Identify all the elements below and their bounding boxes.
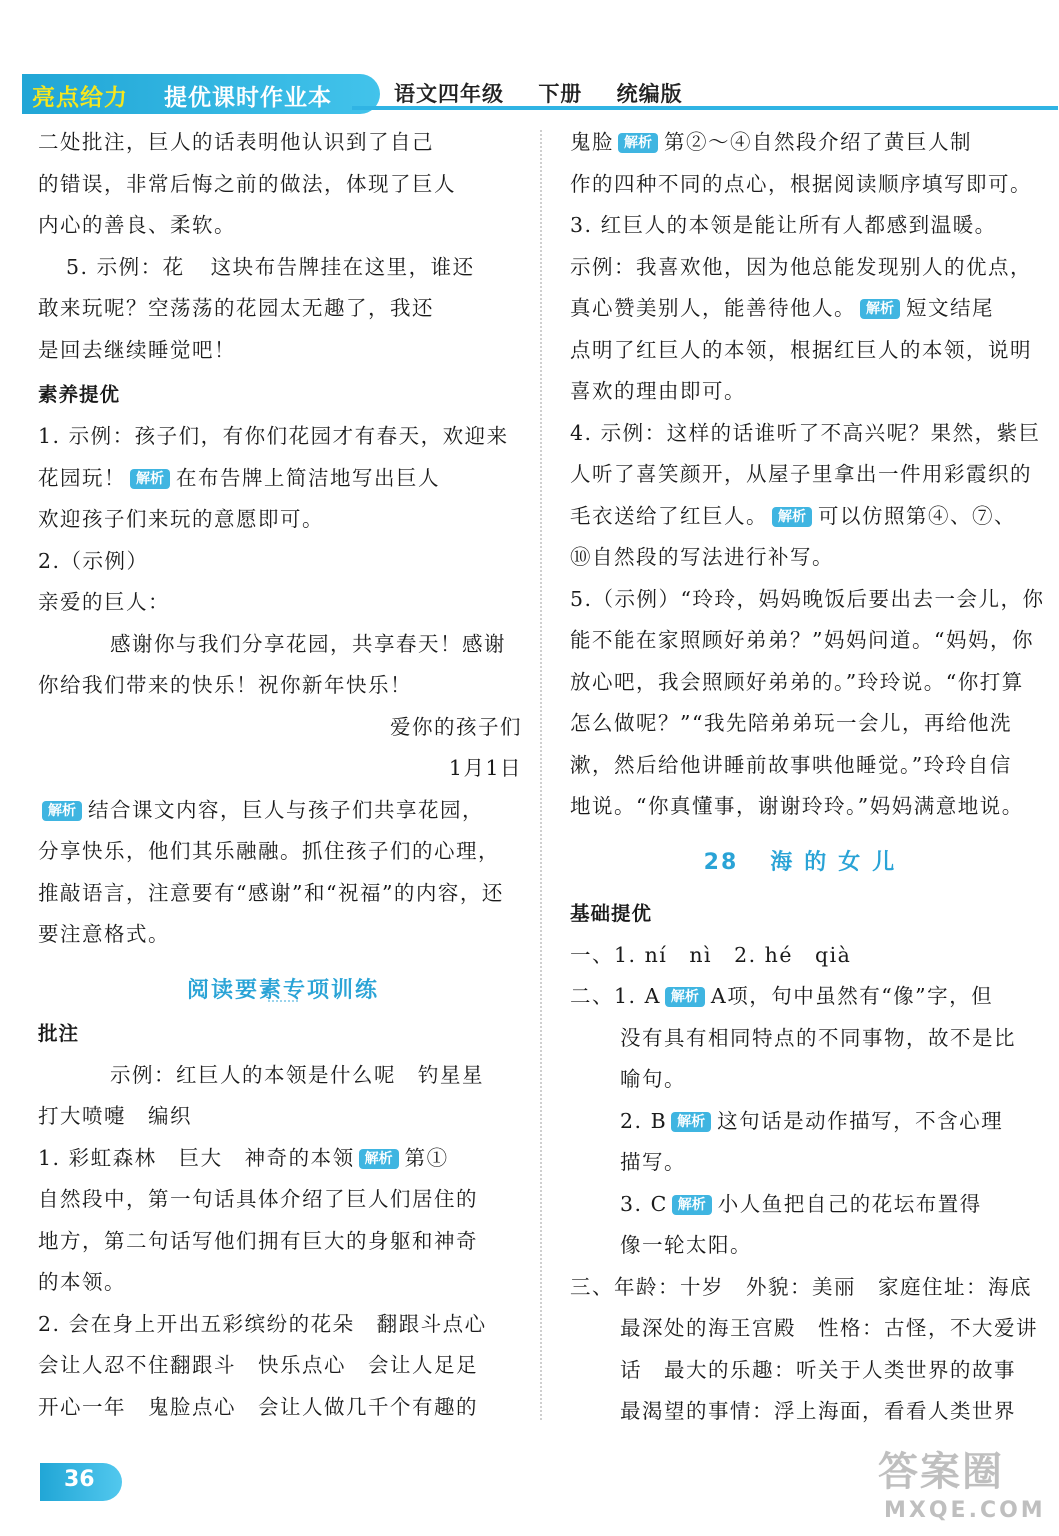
text-line: 作的四种不同的点心，根据阅读顺序填写即可。 bbox=[570, 171, 1032, 196]
answer-text: 1. 彩虹森林 巨大 神奇的本领 bbox=[38, 1145, 355, 1170]
text-line: 话 最大的乐趣：听关于人类世界的故事 bbox=[620, 1357, 1016, 1382]
answer-item bbox=[570, 496, 1040, 538]
letter-greeting: 亲爱的巨人： bbox=[38, 590, 170, 614]
text-line: 敢来玩呢？空荡荡的花园太无趣了，我还 bbox=[38, 296, 434, 320]
answer-item bbox=[38, 1138, 528, 1180]
section-heading: 批注 bbox=[38, 1021, 80, 1045]
analysis-text: 短文结尾 bbox=[906, 296, 994, 320]
analysis-badge: 解析 bbox=[671, 1112, 711, 1132]
page-number: 36 bbox=[64, 1467, 95, 1492]
letter-body: 你给我们带来的快乐！祝你新年快乐！ bbox=[38, 673, 412, 697]
analysis-badge: 解析 bbox=[860, 299, 900, 319]
answer-item bbox=[570, 1101, 1040, 1143]
text-line: 欢迎孩子们来玩的意愿即可。 bbox=[38, 507, 324, 531]
text-line: 地说。“你真懂事，谢谢玲玲。”妈妈满意地说。 bbox=[570, 794, 1024, 818]
analysis-text: 小人鱼把自己的花坛布置得 bbox=[717, 1191, 982, 1216]
text-line: 1. 示例：孩子们，有你们花园才有春天，欢迎来 bbox=[38, 424, 509, 448]
analysis-text: 可以仿照第④、⑦、 bbox=[818, 503, 1016, 528]
text-line: 打大喷嚏 编织 bbox=[38, 1104, 192, 1128]
text-line: 三、年龄：十岁 外貌：美丽 家庭住址：海底 bbox=[570, 1274, 1032, 1299]
text-line: 最渴望的事情：浮上海面，看看人类世界 bbox=[620, 1399, 1016, 1423]
answer-item bbox=[570, 976, 1040, 1018]
text-line: 示例：红巨人的本领是什么呢 钓星星 bbox=[110, 1062, 484, 1087]
center-title: 阅读要素专项训练 bbox=[186, 977, 379, 1003]
answer-text: 花园玩！ bbox=[38, 465, 126, 490]
answer-text: 鬼脸 bbox=[570, 130, 614, 154]
text-line: 2. 会在身上开出五彩缤纷的花朵 翻跟斗点心 bbox=[38, 1311, 487, 1336]
text-line: 一、1. ní nì 2. hé qià bbox=[570, 942, 852, 967]
analysis-text: 在布告牌上简洁地写出巨人 bbox=[176, 465, 440, 490]
lesson-name: 海的女儿 bbox=[770, 849, 907, 875]
analysis-badge: 解析 bbox=[672, 1195, 712, 1215]
answer-item bbox=[570, 288, 1040, 330]
text-line: 二处批注，巨人的话表明他认识到了自己 bbox=[38, 130, 434, 154]
watermark-text: 答案圈 bbox=[878, 1449, 1004, 1495]
text-line: 示例：我喜欢他，因为他总能发现别人的优点， bbox=[570, 254, 1032, 279]
text-line: 是回去继续睡觉吧！ bbox=[38, 337, 236, 362]
left-column bbox=[38, 122, 528, 1428]
text-line: 会让人忍不住翻跟斗 快乐点心 会让人足足 bbox=[38, 1353, 478, 1377]
text-line: 2.（示例） bbox=[38, 548, 149, 573]
text-line: 喜欢的理由即可。 bbox=[570, 379, 746, 403]
analysis-badge: 解析 bbox=[130, 469, 170, 489]
header-edition: 统编版 bbox=[616, 82, 683, 106]
text-line: 3. 红巨人的本领是能让所有人都感到温暖。 bbox=[570, 213, 997, 237]
text-line: 最深处的海王宫殿 性格：古怪，不大爱讲 bbox=[620, 1316, 1038, 1340]
answer-text: 毛衣送给了红巨人。 bbox=[570, 503, 768, 528]
analysis-text: A项，句中虽然有“像”字，但 bbox=[710, 984, 994, 1008]
header-subtitle bbox=[394, 78, 709, 108]
text-line: 像一轮太阳。 bbox=[620, 1233, 752, 1257]
section-heading: 基础提优 bbox=[570, 901, 653, 925]
text-line: 没有具有相同特点的不同事物，故不是比 bbox=[620, 1025, 1016, 1050]
text-line: 点明了红巨人的本领，根据红巨人的本领，说明 bbox=[570, 337, 1032, 362]
answer-text: 这块布告牌挂在这里，谁还 bbox=[210, 254, 475, 279]
analysis-badge: 解析 bbox=[359, 1149, 399, 1169]
text-line: 地方，第二句话写他们拥有巨大的身躯和神奇 bbox=[38, 1228, 478, 1253]
text-line: 4. 示例：这样的话谁听了不高兴呢？果然，紫巨 bbox=[570, 420, 1041, 445]
text-line: ⑩自然段的写法进行补写。 bbox=[570, 545, 834, 569]
section-heading: 素养提优 bbox=[38, 383, 121, 406]
text-line: 描写。 bbox=[620, 1150, 686, 1174]
header-subject: 语文四年级 bbox=[394, 82, 504, 106]
lesson-title bbox=[570, 828, 1040, 890]
text-line: 放心吧，我会照顾好弟弟的。”玲玲说。“你打算 bbox=[570, 669, 1024, 694]
analysis-badge: 解析 bbox=[618, 133, 658, 153]
text-line: 能不能在家照顾好弟弟？”妈妈问道。“妈妈，你 bbox=[570, 628, 1034, 652]
letter-date: 1月1日 bbox=[448, 756, 522, 780]
text-line: 怎么做呢？”“我先陪弟弟玩一会儿，再给他洗 bbox=[570, 711, 1012, 735]
header-brand: 亮点给力 bbox=[32, 85, 128, 111]
answer-item bbox=[570, 1184, 1040, 1226]
text-line: 的本领。 bbox=[38, 1270, 126, 1294]
answer-text: 3. C bbox=[620, 1191, 668, 1216]
analysis-badge: 解析 bbox=[42, 801, 82, 821]
text-line: 内心的善良、柔软。 bbox=[38, 213, 236, 237]
answer-text: 真心赞美别人，能善待他人。 bbox=[570, 296, 856, 320]
answer-text: 二、1. A bbox=[570, 984, 661, 1008]
answer-number: 5. 示例：花 bbox=[66, 254, 185, 279]
text-line: 的错误，非常后悔之前的做法，体现了巨人 bbox=[38, 171, 456, 196]
answer-item bbox=[38, 458, 528, 500]
analysis-text: 这句话是动作描写，不含心理 bbox=[717, 1108, 1004, 1133]
header-title: 提优课时作业本 bbox=[164, 85, 332, 111]
text-line: 漱，然后给他讲睡前故事哄他睡觉。”玲玲自信 bbox=[570, 752, 1012, 777]
letter-body: 感谢你与我们分享花园，共享春天！感谢 bbox=[110, 631, 506, 656]
text-line: 开心一年 鬼脸点心 会让人做几千个有趣的 bbox=[38, 1394, 478, 1419]
page-number-tab bbox=[40, 1463, 122, 1501]
header-volume: 下册 bbox=[538, 82, 583, 106]
text-line: 人听了喜笑颜开，从屋子里拿出一件用彩霞织的 bbox=[570, 462, 1032, 486]
text-line: 分享快乐，他们其乐融融。抓住孩子们的心理， bbox=[38, 839, 500, 863]
analysis-text: 结合课文内容，巨人与孩子们共享花园， bbox=[88, 797, 484, 822]
analysis-badge: 解析 bbox=[665, 987, 705, 1007]
text-line: 推敲语言，注意要有“感谢”和“祝福”的内容，还 bbox=[38, 880, 504, 905]
watermark-logo bbox=[878, 1440, 1048, 1530]
answer-text: 2. B bbox=[620, 1108, 668, 1133]
page-header bbox=[22, 74, 1058, 116]
text-line: 喻句。 bbox=[620, 1067, 686, 1091]
analysis-badge: 解析 bbox=[772, 507, 812, 527]
lesson-number: 28 bbox=[703, 849, 739, 875]
analysis-line bbox=[38, 790, 528, 832]
analysis-text: 第① bbox=[404, 1145, 449, 1170]
letter-signature: 爱你的孩子们 bbox=[390, 714, 522, 739]
answer-item bbox=[38, 247, 528, 289]
text-line: 5.（示例）“玲玲，妈妈晚饭后要出去一会儿，你 bbox=[570, 586, 1045, 611]
column-divider bbox=[540, 130, 542, 1420]
right-column bbox=[570, 122, 1045, 1433]
text-line: 要注意格式。 bbox=[38, 922, 170, 946]
text-line: 自然段中，第一句话具体介绍了巨人们居住的 bbox=[38, 1187, 478, 1211]
answer-item bbox=[570, 122, 1040, 164]
analysis-text: 第②～④自然段介绍了黄巨人制 bbox=[664, 130, 972, 154]
watermark-url: MXQE.COM bbox=[884, 1498, 1046, 1523]
